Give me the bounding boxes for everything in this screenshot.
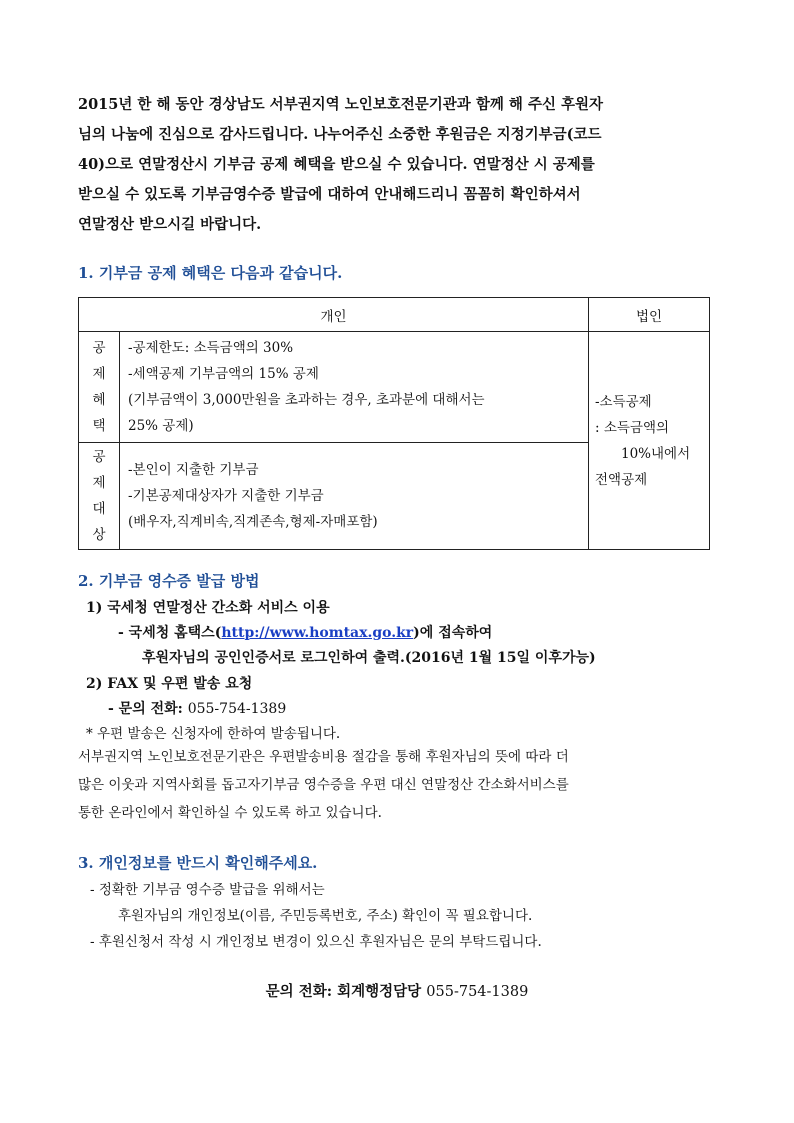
benefit-detail <box>120 332 589 443</box>
section1-title: 1. 기부금 공제 혜택은 다음과 같습니다. <box>78 264 343 282</box>
method-item-1: 1) 국세청 연말정산 간소화 서비스 이용 <box>86 600 330 616</box>
intro-paragraph <box>78 90 718 240</box>
cell-line: 10%내에서 <box>621 445 691 462</box>
table-row <box>79 332 710 443</box>
cell-line: -소득공제 <box>595 393 652 410</box>
instruction-suffix: )에 접속하여 <box>413 625 493 641</box>
row-label-benefit <box>79 332 120 443</box>
target-detail <box>120 443 589 550</box>
cell-line: : 소득금액의 <box>595 419 670 436</box>
cell-line: -본인이 지출한 기부금 <box>128 462 259 478</box>
instruction-prefix: - 국세청 홈택스( <box>118 625 222 641</box>
label-char: 제 <box>92 366 106 382</box>
label-char: 제 <box>92 475 106 491</box>
cost-saving-note <box>78 743 718 827</box>
row-label-target <box>79 443 120 550</box>
label-char: 상 <box>92 527 106 543</box>
note-line: 통한 온라인에서 확인하실 수 있도록 하고 있습니다. <box>78 805 382 821</box>
cell-line: -세액공제 기부금액의 15% 공제 <box>128 366 319 382</box>
cell-line: -공제한도: 소득금액의 30% <box>128 340 294 356</box>
label-char: 공 <box>92 449 106 465</box>
corporate-detail <box>589 332 710 550</box>
hometax-link[interactable]: http://www.homtax.go.kr <box>221 625 414 641</box>
intro-line: 2015년 한 해 동안 경상남도 서부권지역 노인보호전문기관과 함께 해 주신 후원자 <box>78 96 604 113</box>
note-line: 많은 이웃과 지역사회를 돕고자기부금 영수증을 우편 대신 연말정산 간소화서비스를 <box>78 777 569 793</box>
privacy-line-3: - 후원신청서 작성 시 개인정보 변경이 있으신 후원자님은 문의 부탁드립니다. <box>90 934 542 950</box>
footer-phone: 055-754-1389 <box>426 984 529 1000</box>
hometax-instruction-2: 후원자님의 공인인증서로 로그인하여 출력.(2016년 1월 15일 이후가능) <box>142 650 596 666</box>
header-personal: 개인 <box>79 298 589 332</box>
footer-label: 문의 전화: 회계행정담당 <box>265 983 422 1000</box>
privacy-line-2: 후원자님의 개인정보(이름, 주민등록번호, 주소) 확인이 꼭 필요합니다. <box>118 908 533 924</box>
benefit-table <box>78 297 710 550</box>
section2-title: 2. 기부금 영수증 발급 방법 <box>78 572 260 590</box>
intro-line: 님의 나눔에 진심으로 감사드립니다. 나누어주신 소중한 후원금은 지정기부금(코드 <box>78 126 602 143</box>
hometax-instruction <box>118 622 492 642</box>
privacy-line-1: - 정확한 기부금 영수증 발급을 위해서는 <box>90 882 325 898</box>
cell-line: 전액공제 <box>595 471 648 488</box>
intro-line: 받으실 수 있도록 기부금영수증 발급에 대하여 안내해드리니 꼼꼼히 확인하셔서 <box>78 186 581 203</box>
mail-note: * 우편 발송은 신청자에 한하여 발송됩니다. <box>86 726 341 742</box>
phone-label: - 문의 전화: <box>108 701 183 717</box>
label-char: 대 <box>92 501 106 517</box>
label-char: 공 <box>92 340 106 356</box>
cell-line: (배우자,직계비속,직계존속,형제-자매포함) <box>128 514 378 530</box>
intro-line: 연말정산 받으시길 바랍니다. <box>78 216 262 233</box>
table-header-row <box>79 298 710 332</box>
note-line: 서부권지역 노인보호전문기관은 우편발송비용 절감을 통해 후원자님의 뜻에 따라 더 <box>78 749 569 765</box>
method-item-2: 2) FAX 및 우편 발송 요청 <box>86 676 253 692</box>
label-char: 택 <box>92 418 106 434</box>
footer-contact <box>0 980 794 1001</box>
cell-line: (기부금액이 3,000만원을 초과하는 경우, 초과분에 대해서는 <box>128 392 485 408</box>
fax-phone-line <box>108 698 286 718</box>
label-char: 혜 <box>92 392 106 408</box>
section3-title: 3. 개인정보를 반드시 확인해주세요. <box>78 854 318 872</box>
phone-number: 055-754-1389 <box>187 701 287 717</box>
cell-line: 25% 공제) <box>128 418 194 434</box>
header-corporate: 법인 <box>589 298 710 332</box>
intro-line: 40)으로 연말정산시 기부금 공제 혜택을 받으실 수 있습니다. 연말정산 시 공제를 <box>78 156 595 173</box>
cell-line: -기본공제대상자가 지출한 기부금 <box>128 488 324 504</box>
